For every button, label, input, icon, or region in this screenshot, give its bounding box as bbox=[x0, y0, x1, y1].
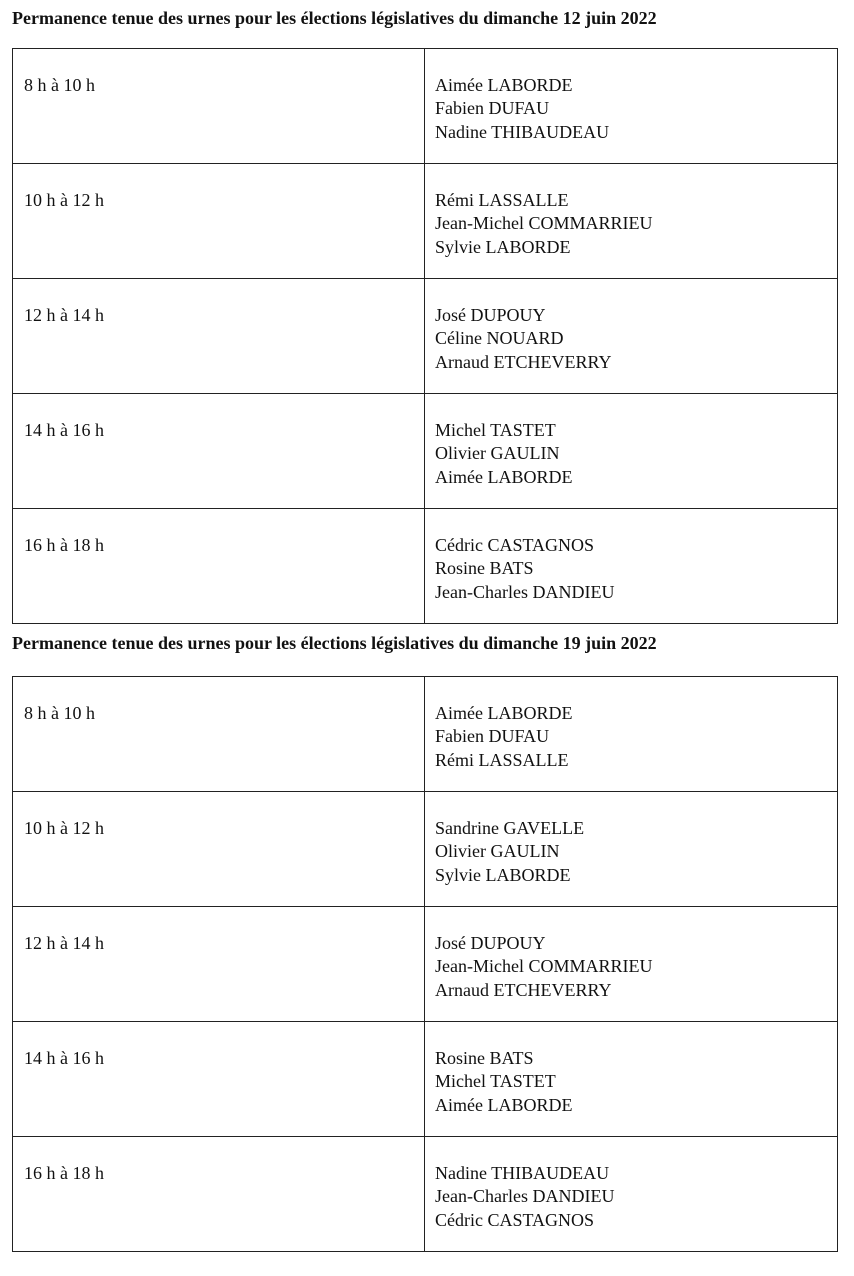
volunteers-cell bbox=[425, 164, 838, 279]
volunteer-name: Arnaud ETCHEVERRY bbox=[435, 979, 612, 1000]
time-slot-cell: 12 h à 14 h bbox=[13, 279, 425, 394]
volunteers-cell bbox=[425, 509, 838, 624]
volunteer-name: Céline NOUARD bbox=[435, 328, 564, 349]
volunteer-name: Michel TASTET bbox=[435, 1071, 556, 1092]
table-row bbox=[13, 677, 838, 792]
volunteer-name: Sylvie LABORDE bbox=[435, 864, 571, 885]
volunteer-name: Jean-Charles DANDIEU bbox=[435, 581, 615, 602]
volunteers-cell bbox=[425, 49, 838, 164]
volunteer-name: Aimée LABORDE bbox=[435, 75, 573, 95]
time-slot-cell: 12 h à 14 h bbox=[13, 907, 425, 1022]
time-slot-cell: 14 h à 16 h bbox=[13, 1022, 425, 1137]
volunteer-name: Cédric CASTAGNOS bbox=[435, 535, 595, 555]
time-slot-cell: 14 h à 16 h bbox=[13, 394, 425, 509]
table-row bbox=[13, 1022, 838, 1137]
volunteer-name: Rosine BATS bbox=[435, 558, 534, 579]
volunteer-name: Arnaud ETCHEVERRY bbox=[435, 351, 612, 372]
volunteer-name: Nadine THIBAUDEAU bbox=[435, 1163, 610, 1183]
schedule-table-12-juin bbox=[12, 48, 838, 624]
volunteer-name: Jean-Michel COMMARRIEU bbox=[435, 213, 653, 234]
time-slot-cell: 16 h à 18 h bbox=[13, 509, 425, 624]
volunteer-name: Aimée LABORDE bbox=[435, 1094, 573, 1115]
volunteer-name: Rémi LASSALLE bbox=[435, 749, 569, 770]
volunteer-name: José DUPOUY bbox=[435, 933, 546, 953]
volunteer-name: Fabien DUFAU bbox=[435, 98, 550, 119]
table-row bbox=[13, 509, 838, 624]
volunteer-name: Aimée LABORDE bbox=[435, 703, 573, 723]
volunteer-name: Nadine THIBAUDEAU bbox=[435, 121, 610, 142]
volunteer-name: Sylvie LABORDE bbox=[435, 236, 571, 257]
volunteer-name: Michel TASTET bbox=[435, 420, 556, 440]
volunteer-name: Aimée LABORDE bbox=[435, 466, 573, 487]
table-row bbox=[13, 792, 838, 907]
volunteer-name: Fabien DUFAU bbox=[435, 726, 550, 747]
time-slot-cell: 8 h à 10 h bbox=[13, 677, 425, 792]
volunteers-cell bbox=[425, 792, 838, 907]
volunteer-name: Jean-Charles DANDIEU bbox=[435, 1186, 615, 1207]
table-row bbox=[13, 907, 838, 1022]
volunteers-cell bbox=[425, 1022, 838, 1137]
table-row bbox=[13, 1137, 838, 1252]
volunteer-name: Rosine BATS bbox=[435, 1048, 534, 1068]
volunteers-cell bbox=[425, 677, 838, 792]
volunteers-cell bbox=[425, 279, 838, 394]
section-heading-12-juin: Permanence tenue des urnes pour les élections législatives du dimanche 12 juin 2022 bbox=[12, 8, 657, 28]
time-slot-cell: 16 h à 18 h bbox=[13, 1137, 425, 1252]
table-row bbox=[13, 394, 838, 509]
volunteers-cell bbox=[425, 1137, 838, 1252]
volunteers-cell bbox=[425, 907, 838, 1022]
table-row bbox=[13, 279, 838, 394]
time-slot-cell: 10 h à 12 h bbox=[13, 792, 425, 907]
time-slot-cell: 10 h à 12 h bbox=[13, 164, 425, 279]
volunteer-name: Olivier GAULIN bbox=[435, 443, 560, 464]
volunteer-name: Jean-Michel COMMARRIEU bbox=[435, 956, 653, 977]
time-slot-cell: 8 h à 10 h bbox=[13, 49, 425, 164]
volunteer-name: Olivier GAULIN bbox=[435, 841, 560, 862]
schedule-table-19-juin bbox=[12, 676, 838, 1252]
volunteer-name: Rémi LASSALLE bbox=[435, 190, 569, 210]
volunteer-name: Sandrine GAVELLE bbox=[435, 818, 585, 838]
table-row bbox=[13, 49, 838, 164]
volunteers-cell bbox=[425, 394, 838, 509]
table-row bbox=[13, 164, 838, 279]
section-heading-19-juin: Permanence tenue des urnes pour les élections législatives du dimanche 19 juin 2022 bbox=[12, 633, 657, 653]
volunteer-name: José DUPOUY bbox=[435, 305, 546, 325]
volunteer-name: Cédric CASTAGNOS bbox=[435, 1209, 595, 1230]
